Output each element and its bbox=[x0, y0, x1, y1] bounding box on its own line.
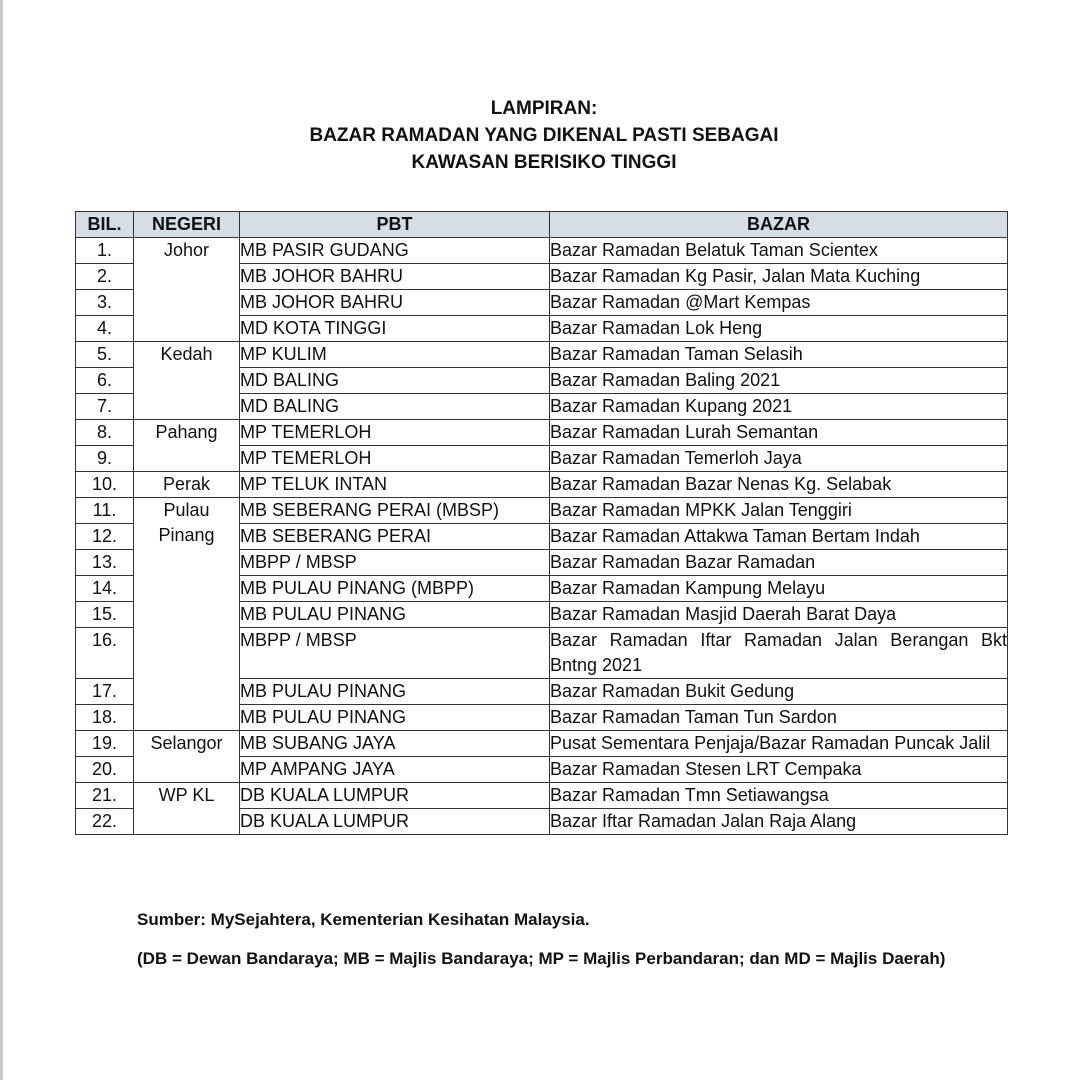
cell-bazar: Bazar Ramadan Masjid Daerah Barat Daya bbox=[550, 602, 1008, 628]
cell-negeri-selangor: Selangor bbox=[134, 731, 240, 783]
cell-pbt: MBPP / MBSP bbox=[240, 628, 550, 679]
title-line-1: LAMPIRAN: bbox=[490, 98, 598, 119]
cell-bazar: Bazar Ramadan Stesen LRT Cempaka bbox=[550, 757, 1008, 783]
cell-bil: 11. bbox=[76, 498, 134, 524]
cell-bil: 3. bbox=[76, 290, 134, 316]
cell-pbt: MD KOTA TINGGI bbox=[240, 316, 550, 342]
cell-bil: 10. bbox=[76, 472, 134, 498]
cell-negeri-pulau-pinang bbox=[134, 498, 240, 731]
source-note: Sumber: MySejahtera, Kementerian Kesihatan Malaysia. bbox=[137, 910, 590, 929]
cell-bil: 13. bbox=[76, 550, 134, 576]
cell-bil: 5. bbox=[76, 342, 134, 368]
cell-pbt: MP AMPANG JAYA bbox=[240, 757, 550, 783]
cell-bil: 14. bbox=[76, 576, 134, 602]
cell-negeri-kedah: Kedah bbox=[134, 342, 240, 420]
cell-pbt: MB PULAU PINANG bbox=[240, 705, 550, 731]
cell-bazar: Bazar Ramadan Tmn Setiawangsa bbox=[550, 783, 1008, 809]
cell-pbt: MB JOHOR BAHRU bbox=[240, 264, 550, 290]
cell-bazar: Bazar Ramadan Temerloh Jaya bbox=[550, 446, 1008, 472]
cell-pbt: MB SUBANG JAYA bbox=[240, 731, 550, 757]
cell-bazar: Bazar Ramadan Belatuk Taman Scientex bbox=[550, 238, 1008, 264]
header-pbt: PBT bbox=[240, 212, 550, 238]
cell-pbt: MB JOHOR BAHRU bbox=[240, 290, 550, 316]
cell-bil: 6. bbox=[76, 368, 134, 394]
table-row bbox=[76, 238, 1008, 264]
cell-pbt: MD BALING bbox=[240, 394, 550, 420]
cell-bazar: Bazar Ramadan MPKK Jalan Tenggiri bbox=[550, 498, 1008, 524]
negeri-pulau-line-2: Pinang bbox=[158, 525, 215, 545]
cell-bil: 22. bbox=[76, 809, 134, 835]
cell-bazar: Bazar Ramadan Taman Selasih bbox=[550, 342, 1008, 368]
cell-bazar: Bazar Iftar Ramadan Jalan Raja Alang bbox=[550, 809, 1008, 835]
cell-bazar: Bazar Ramadan Lurah Semantan bbox=[550, 420, 1008, 446]
cell-pbt: MP TEMERLOH bbox=[240, 446, 550, 472]
cell-bil: 4. bbox=[76, 316, 134, 342]
cell-bazar: Bazar Ramadan Bukit Gedung bbox=[550, 679, 1008, 705]
cell-bazar: Bazar Ramadan Attakwa Taman Bertam Indah bbox=[550, 524, 1008, 550]
table-row bbox=[76, 472, 1008, 498]
cell-pbt: MB PULAU PINANG bbox=[240, 679, 550, 705]
cell-negeri-wpkl: WP KL bbox=[134, 783, 240, 835]
table-header-row bbox=[76, 212, 1008, 238]
abbreviation-legend: (DB = Dewan Bandaraya; MB = Majlis Bandaraya; MP = Majlis Perbandaran; dan MD = Majlis Daerah) bbox=[137, 949, 946, 968]
table-row bbox=[76, 420, 1008, 446]
cell-bazar: Bazar Ramadan Lok Heng bbox=[550, 316, 1008, 342]
cell-pbt: MB SEBERANG PERAI (MBSP) bbox=[240, 498, 550, 524]
table-row bbox=[76, 731, 1008, 757]
cell-bil: 2. bbox=[76, 264, 134, 290]
cell-pbt: MB SEBERANG PERAI bbox=[240, 524, 550, 550]
cell-bazar: Pusat Sementara Penjaja/Bazar Ramadan Puncak Jalil bbox=[550, 731, 1008, 757]
cell-bazar: Bazar Ramadan Kg Pasir, Jalan Mata Kuching bbox=[550, 264, 1008, 290]
table-row bbox=[76, 498, 1008, 524]
cell-bazar: Bazar Ramadan Bazar Nenas Kg. Selabak bbox=[550, 472, 1008, 498]
cell-bil: 12. bbox=[76, 524, 134, 550]
cell-pbt: MB PULAU PINANG (MBPP) bbox=[240, 576, 550, 602]
cell-bil: 9. bbox=[76, 446, 134, 472]
cell-negeri-perak: Perak bbox=[134, 472, 240, 498]
table-row bbox=[76, 342, 1008, 368]
cell-bil: 18. bbox=[76, 705, 134, 731]
header-bil: BIL. bbox=[76, 212, 134, 238]
cell-bazar: Bazar Ramadan Bazar Ramadan bbox=[550, 550, 1008, 576]
document-title bbox=[0, 95, 1070, 176]
cell-pbt: MB PASIR GUDANG bbox=[240, 238, 550, 264]
cell-bil: 21. bbox=[76, 783, 134, 809]
cell-bil: 16. bbox=[76, 628, 134, 679]
cell-pbt: MD BALING bbox=[240, 368, 550, 394]
cell-bil: 8. bbox=[76, 420, 134, 446]
cell-bil: 15. bbox=[76, 602, 134, 628]
header-negeri: NEGERI bbox=[134, 212, 240, 238]
cell-bazar: Bazar Ramadan Taman Tun Sardon bbox=[550, 705, 1008, 731]
cell-negeri-johor: Johor bbox=[134, 238, 240, 342]
cell-bil: 19. bbox=[76, 731, 134, 757]
cell-pbt: MP KULIM bbox=[240, 342, 550, 368]
cell-negeri-pahang: Pahang bbox=[134, 420, 240, 472]
title-line-2: BAZAR RAMADAN YANG DIKENAL PASTI SEBAGAI bbox=[309, 125, 779, 146]
cell-bazar: Bazar Ramadan @Mart Kempas bbox=[550, 290, 1008, 316]
cell-bil: 7. bbox=[76, 394, 134, 420]
cell-bazar: Bazar Ramadan Iftar Ramadan Jalan Berangan Bkt Bntng 2021 bbox=[550, 628, 1008, 679]
bazar-table bbox=[75, 211, 1008, 835]
cell-bil: 17. bbox=[76, 679, 134, 705]
cell-bil: 1. bbox=[76, 238, 134, 264]
cell-pbt: MB PULAU PINANG bbox=[240, 602, 550, 628]
cell-pbt: MBPP / MBSP bbox=[240, 550, 550, 576]
header-bazar: BAZAR bbox=[550, 212, 1008, 238]
table-row bbox=[76, 783, 1008, 809]
cell-pbt: MP TELUK INTAN bbox=[240, 472, 550, 498]
cell-bazar: Bazar Ramadan Baling 2021 bbox=[550, 368, 1008, 394]
negeri-pulau-line-1: Pulau bbox=[163, 500, 210, 520]
cell-bazar: Bazar Ramadan Kupang 2021 bbox=[550, 394, 1008, 420]
cell-pbt: MP TEMERLOH bbox=[240, 420, 550, 446]
cell-pbt: DB KUALA LUMPUR bbox=[240, 809, 550, 835]
cell-bazar: Bazar Ramadan Kampung Melayu bbox=[550, 576, 1008, 602]
cell-bil: 20. bbox=[76, 757, 134, 783]
cell-pbt: DB KUALA LUMPUR bbox=[240, 783, 550, 809]
title-line-3: KAWASAN BERISIKO TINGGI bbox=[411, 152, 677, 173]
